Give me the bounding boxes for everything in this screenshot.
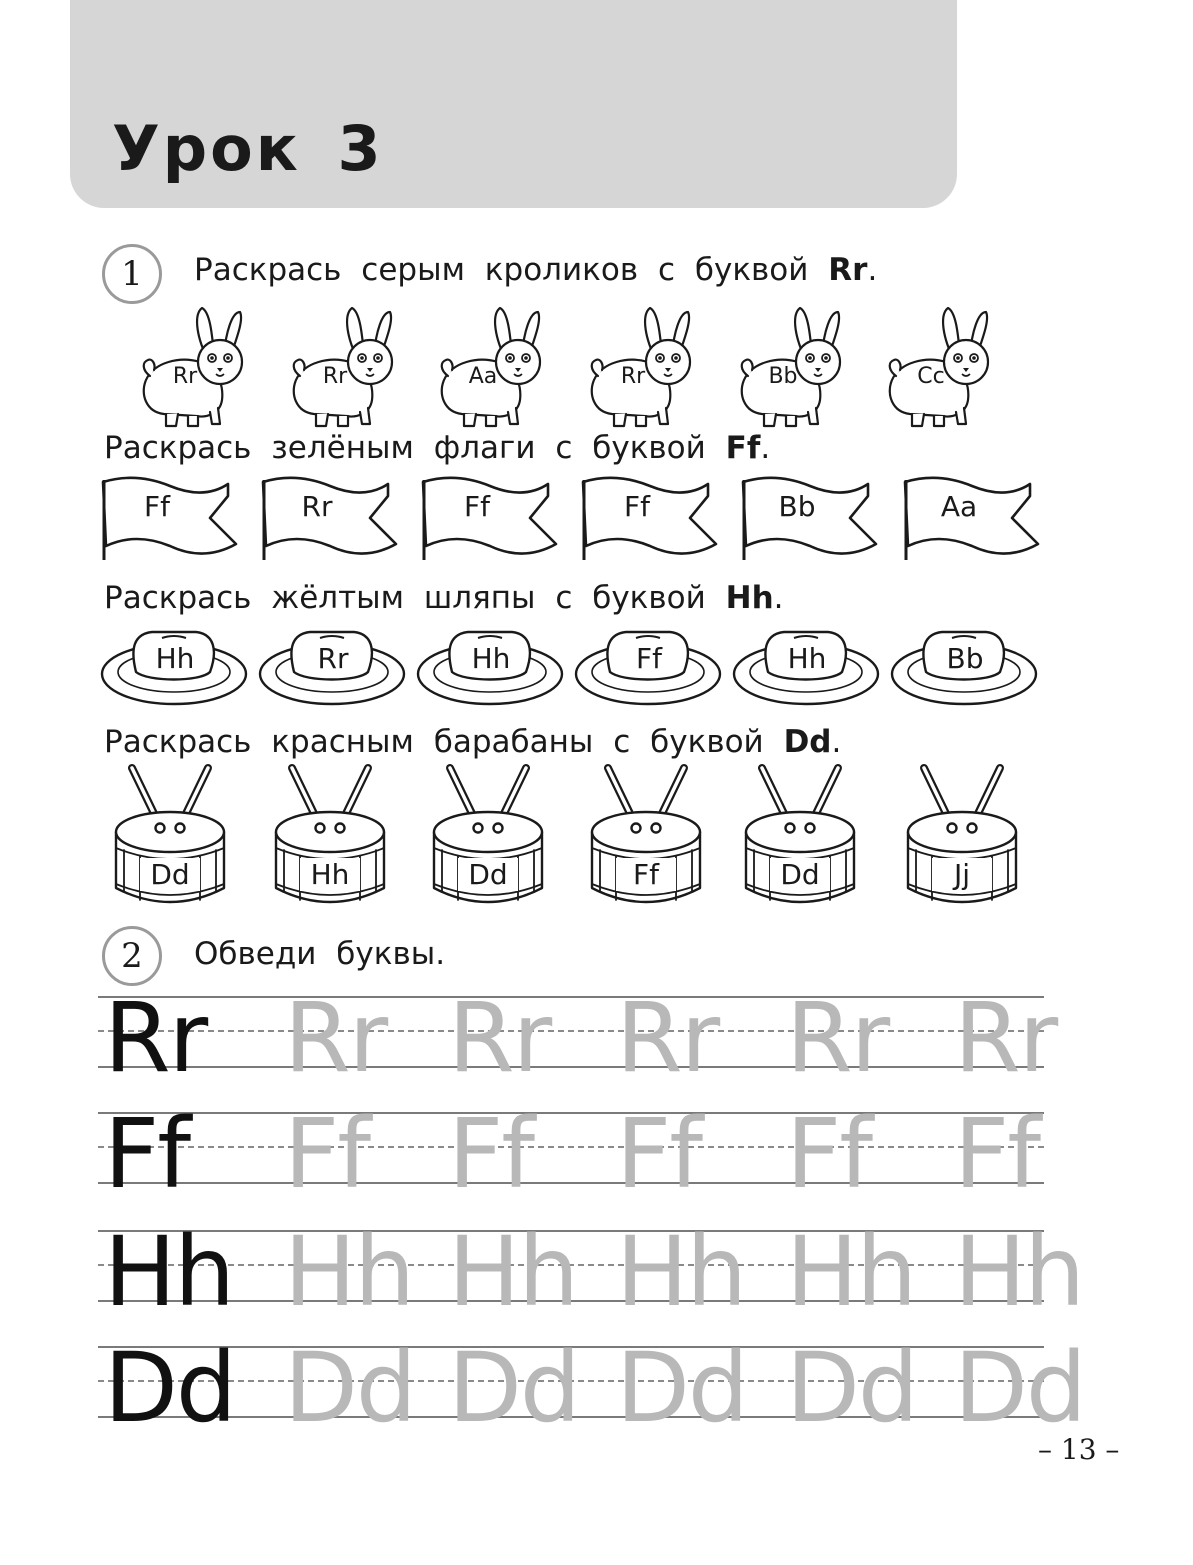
rabbit-6 [882,304,1002,430]
hat-4-letter: Ff [636,642,662,675]
model-letters: Ff [104,1098,190,1210]
trace-letters-4[interactable]: Hh [786,1216,916,1328]
instruction-hats-letter: Hh [725,580,774,616]
instruction-flags [104,430,770,466]
instruction-rabbits-text: Раскрась серым кроликов с буквой [194,252,829,288]
trace-letters-5[interactable]: Dd [954,1332,1085,1444]
instruction-hats-end: . [773,580,784,616]
trace-letters-2[interactable]: Ff [448,1098,534,1210]
drum-4-letter: Ff [616,858,676,891]
instruction-trace: Обведи буквы. [194,936,446,972]
trace-letters-1[interactable]: Ff [284,1098,370,1210]
flag-1-letter: Ff [144,490,170,523]
model-letters: Dd [104,1332,235,1444]
instruction-drums-text: Раскрась красным барабаны с буквой [104,724,784,760]
hat-2-letter: Rr [317,642,349,675]
flag-5-letter: Bb [778,490,816,523]
rabbit-2-letter: Rr [322,364,348,389]
drum-6 [902,766,1024,908]
drum-1 [110,766,232,908]
trace-letters-2[interactable]: Rr [448,982,551,1094]
drum-2 [270,766,392,908]
flag-4 [580,474,720,564]
trace-row-1 [98,982,1057,1116]
instruction-flags-end: . [760,430,771,466]
hat-1 [100,628,250,708]
instruction-drums [104,724,841,760]
instruction-rabbits-end: . [867,252,878,288]
trace-letters-3[interactable]: Rr [616,982,719,1094]
hat-4 [574,628,724,708]
instruction-drums-letter: Dd [783,724,832,760]
flag-5 [740,474,880,564]
rabbit-5-letter: Bb [768,364,798,389]
task-1-number: 1 [102,244,162,304]
trace-letters-4[interactable]: Dd [786,1332,917,1444]
drum-3-letter: Dd [458,858,518,891]
trace-letters-3[interactable]: Dd [616,1332,747,1444]
flag-1 [100,474,240,564]
hat-1-letter: Hh [155,642,195,675]
instruction-flags-letter: Ff [725,430,761,466]
flag-4-letter: Ff [624,490,650,523]
model-letters: Hh [104,1216,234,1328]
flag-6 [902,474,1042,564]
flag-2-letter: Rr [301,490,333,523]
trace-letters-4[interactable]: Ff [786,1098,872,1210]
rabbit-1 [136,304,256,430]
trace-letters-2[interactable]: Dd [448,1332,579,1444]
instruction-rabbits-letter: Rr [828,252,868,288]
baseline [98,1182,1044,1184]
instruction-hats-text: Раскрась жёлтым шляпы с буквой [104,580,726,616]
flag-6-letter: Aa [940,490,978,523]
hat-2 [258,628,408,708]
instruction-rabbits [194,252,877,288]
drum-2-letter: Hh [300,858,360,891]
hat-3-letter: Hh [471,642,511,675]
trace-letters-5[interactable]: Hh [954,1216,1084,1328]
midline [98,1030,1044,1032]
trace-row-2 [98,1098,1044,1232]
hat-5-letter: Hh [787,642,827,675]
trace-letters-4[interactable]: Rr [786,982,889,1094]
baseline [98,1066,1044,1068]
rabbit-3-letter: Aa [468,364,498,389]
rabbit-4 [584,304,704,430]
trace-letters-1[interactable]: Rr [284,982,387,1094]
model-letters: Rr [104,982,207,1094]
lesson-title: Урок 3 [112,112,384,185]
flag-2 [260,474,400,564]
hat-5 [732,628,882,708]
drum-5-letter: Dd [770,858,830,891]
instruction-drums-end: . [831,724,842,760]
trace-letters-5[interactable]: Rr [954,982,1057,1094]
rabbit-1-letter: Rr [172,364,198,389]
drum-1-letter: Dd [140,858,200,891]
trace-letters-2[interactable]: Hh [448,1216,578,1328]
trace-letters-5[interactable]: Ff [954,1098,1040,1210]
midline [98,1146,1044,1148]
rabbit-5 [734,304,854,430]
rabbit-6-letter: Cc [917,364,945,389]
instruction-hats [104,580,784,616]
trace-letters-1[interactable]: Hh [284,1216,414,1328]
rabbit-4-letter: Rr [620,364,646,389]
rabbit-3 [434,304,554,430]
trace-letters-3[interactable]: Ff [616,1098,702,1210]
drum-5 [740,766,862,908]
trace-letters-1[interactable]: Dd [284,1332,415,1444]
hat-6 [890,628,1040,708]
rabbit-2 [286,304,406,430]
hat-3 [416,628,566,708]
flag-3 [420,474,560,564]
instruction-flags-text: Раскрась зелёным флаги с буквой [104,430,726,466]
drum-6-letter: Jj [932,858,992,891]
topline [98,1112,1044,1114]
trace-letters-3[interactable]: Hh [616,1216,746,1328]
drum-4 [586,766,708,908]
drum-3 [428,766,550,908]
page-number: – 13 – [1038,1433,1120,1466]
flag-3-letter: Ff [464,490,490,523]
hat-6-letter: Bb [946,642,984,675]
task-2-number: 2 [102,926,162,986]
topline [98,996,1044,998]
